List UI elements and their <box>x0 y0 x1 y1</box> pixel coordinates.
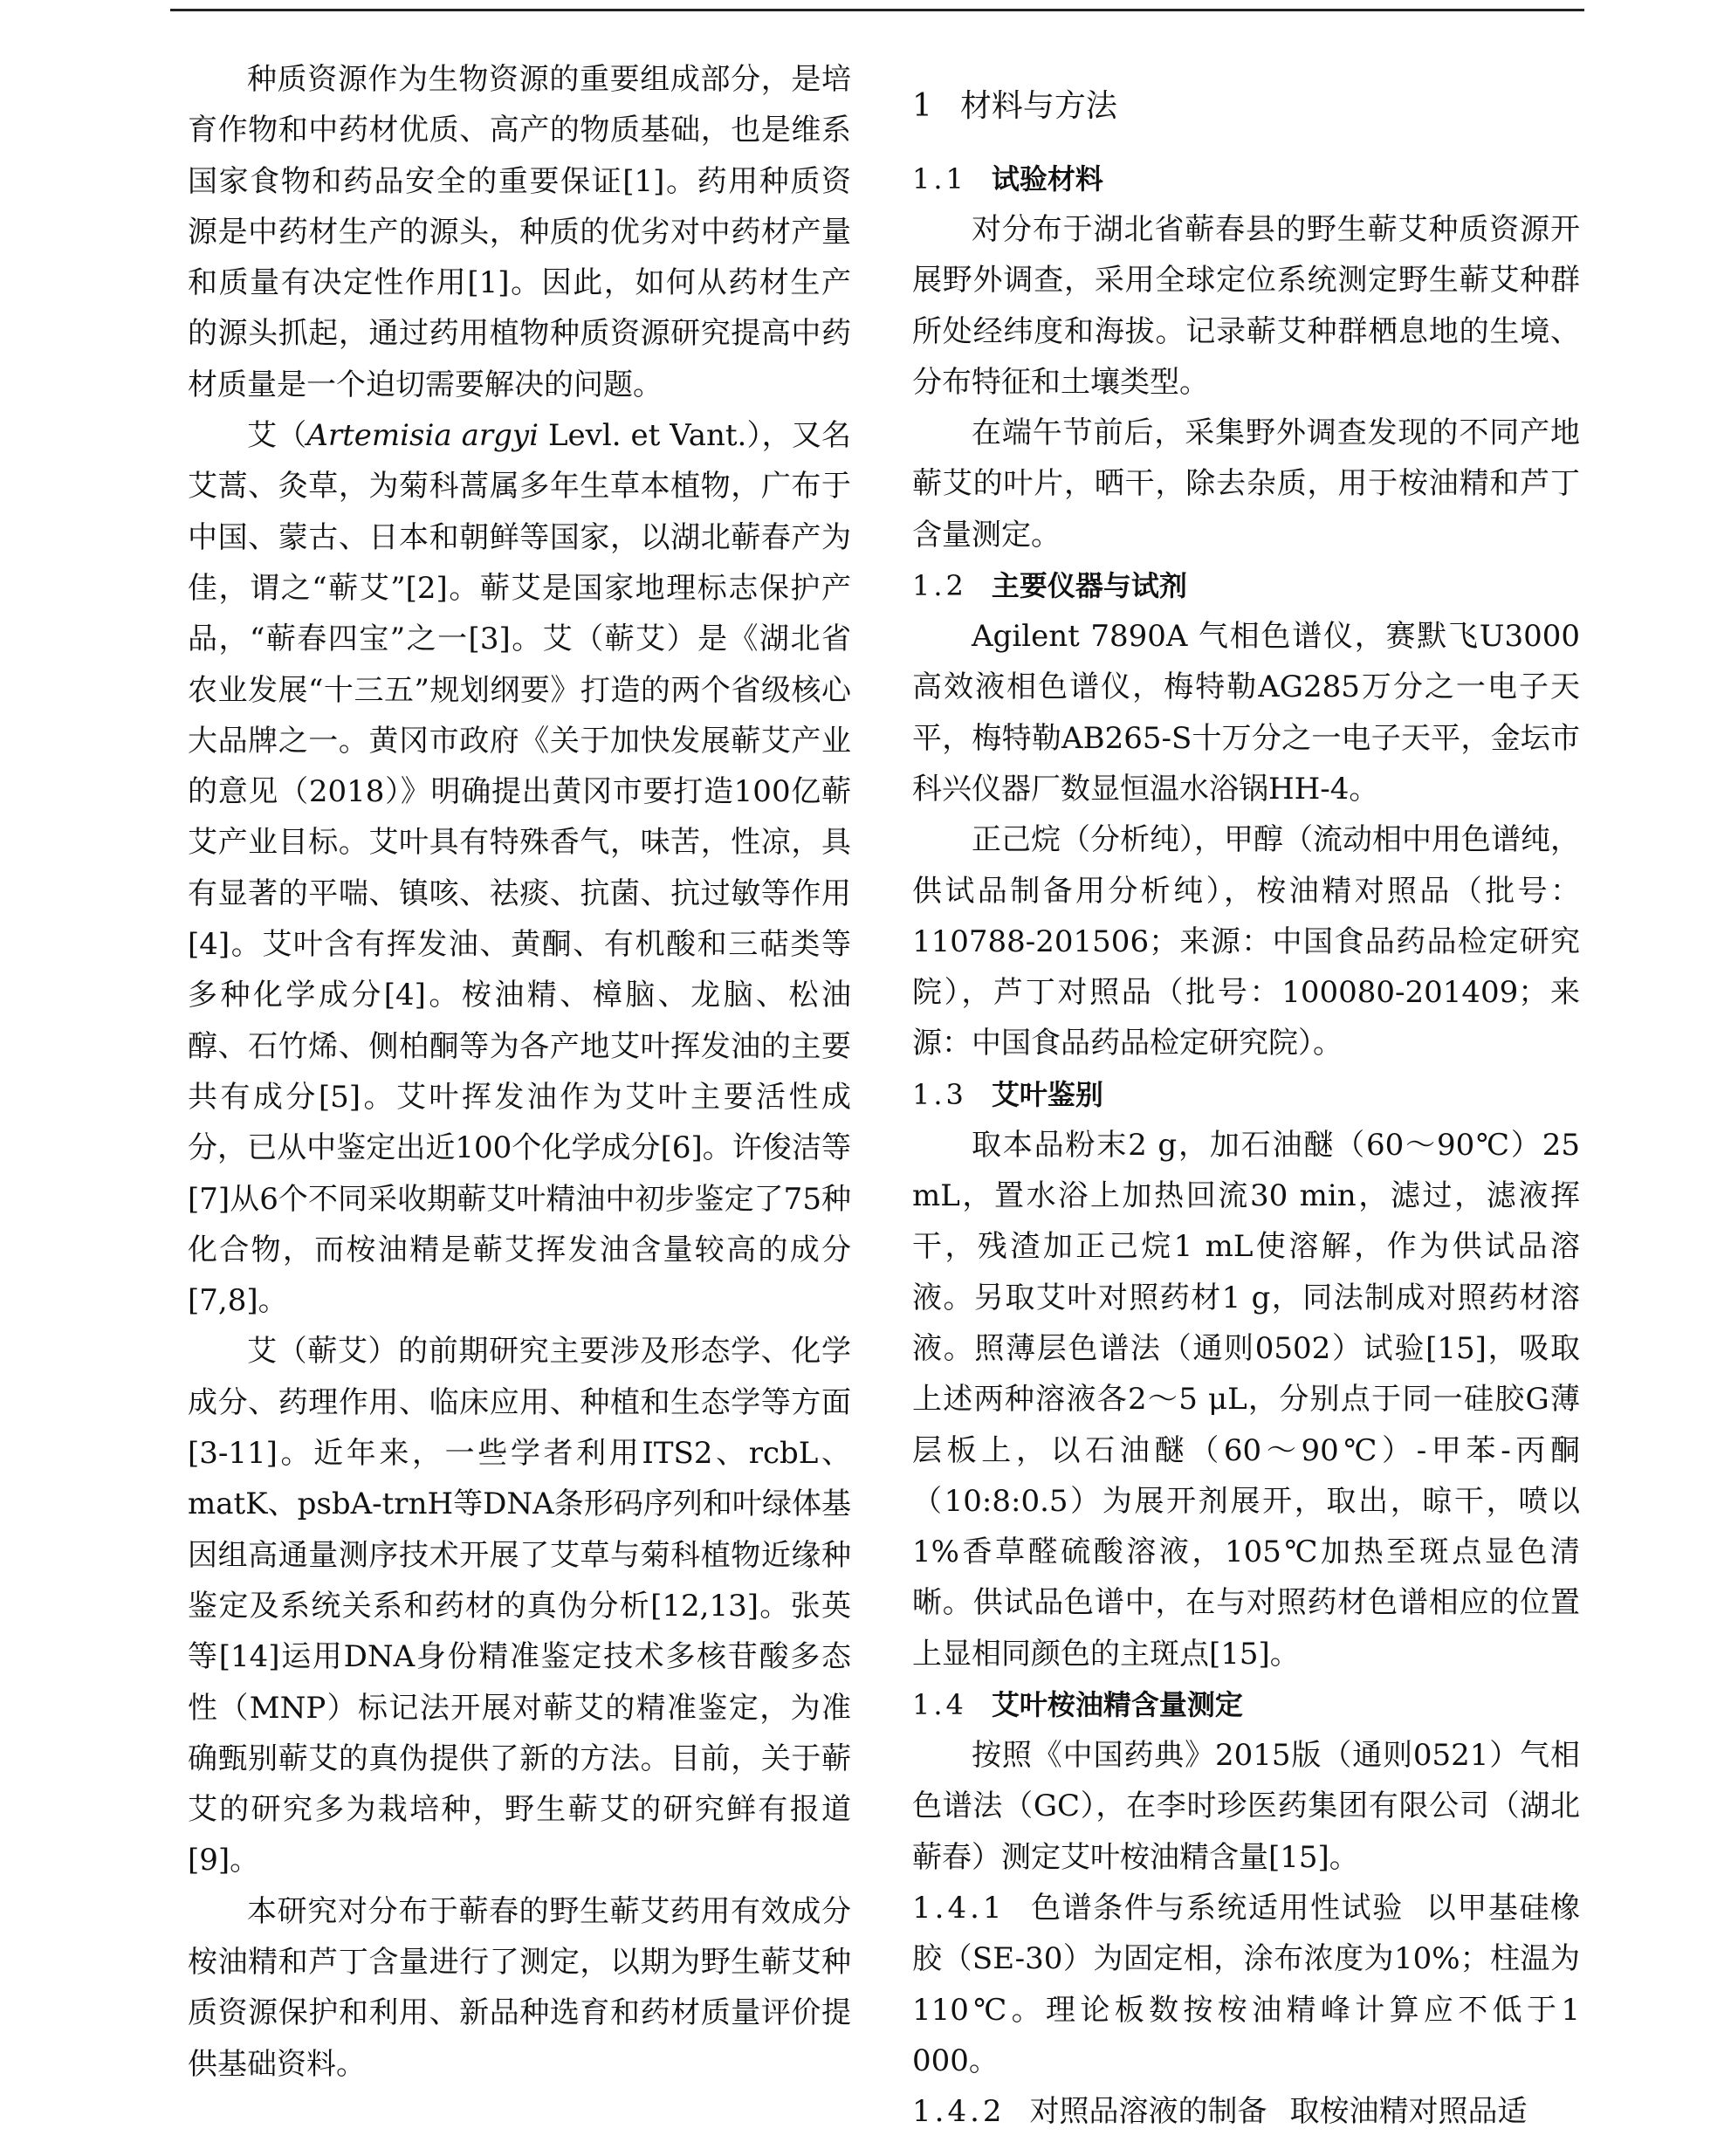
subsection-number: 1.2 <box>912 569 967 603</box>
paragraph-1-1-b: 在端午节前后，采集野外调查发现的不同产地蕲艾的叶片，晒干，除去杂质，用于桉油精和芦丁含量测定。 <box>912 415 1580 553</box>
intro-paragraph-1: 种质资源作为生物资源的重要组成部分，是培育作物和中药材优质、高产的物质基础，也是维系国家食物和药品安全的重要保证[1]。药用种质资源是中药材生产的源头，种质的优劣对中药材产量和质量有决定性作用[1]。因此，如何从药材生产的源头抓起，通过药用植物种质资源研究提高中药材质量是一个迫切需要解决的问题。 <box>188 62 851 402</box>
paragraph-1-3: 取本品粉末2 g，加石油醚（60～90℃）25 mL，置水浴上加热回流30 min，滤过，滤液挥干，残渣加正己烷1 mL使溶解，作为供试品溶液。另取艾叶对照药材1 g，同法制成对照药材溶液。照薄层色谱法（通则0502）试验[15]，吸取上述两种溶液各2～5 μL，分别点于同一硅胶G薄层板上，以石油醚（60～90℃）-甲苯-丙酮（10:8:0.5）为展开剂展开，取出，晾干，喷以1%香草醛硫酸溶液，105℃加热至斑点显色清晰。供试品色谱中，在与对照药材色谱相应的位置上显相同颜色的主斑点[15]。 <box>912 1127 1580 1672</box>
paragraph-1-4-2 <box>912 2086 1580 2137</box>
subsection-heading-1-4 <box>912 1679 1580 1730</box>
section-heading-1 <box>912 80 1580 133</box>
paragraph-1-4-1 <box>912 1883 1580 2086</box>
section-title: 材料与方法 <box>959 88 1117 124</box>
latin-name: Artemisia argyi <box>306 418 539 454</box>
paragraph-1-2-b: 正己烷（分析纯），甲醇（流动相中用色谱纯，供试品制备用分析纯），桉油精对照品（批号：110788-201506；来源：中国食品药品检定研究院），芦丁对照品（批号：100080-201409；来源：中国食品药品检定研究院）。 <box>912 822 1580 1061</box>
subsection-heading-1-3 <box>912 1069 1580 1120</box>
subsection-title: 主要仪器与试剂 <box>991 569 1187 603</box>
section-number: 1 <box>912 88 936 124</box>
intro-paragraph-2 <box>188 410 851 1326</box>
subsection-heading-1-1 <box>912 154 1580 204</box>
subsubsection-title: 色谱条件与系统适用性试验 <box>1029 1890 1404 1926</box>
intro-paragraph-4: 本研究对分布于蕲春的野生蕲艾药用有效成分桉油精和芦丁含量进行了测定，以期为野生蕲艾种质资源保护和利用、新品种选育和药材质量评价提供基础资料。 <box>188 1893 851 2082</box>
subsubsection-number: 1.4.2 <box>912 2094 1006 2130</box>
subsection-title: 艾叶桉油精含量测定 <box>991 1688 1243 1722</box>
subsection-title: 艾叶鉴别 <box>991 1077 1103 1111</box>
subsection-number: 1.1 <box>912 162 967 196</box>
subsection-number: 1.3 <box>912 1077 967 1111</box>
paragraph-1-4: 按照《中国药典》2015版（通则0521）气相色谱法（GC），在李时珍医药集团有限公司（湖北蕲春）测定艾叶桉油精含量[15]。 <box>912 1738 1580 1875</box>
text-span: Levl. et Vant.），又名艾蒿、灸草，为菊科蒿属多年生草本植物，广布于中国、蒙古、日本和朝鲜等国家，以湖北蕲春产为佳，谓之“蕲艾”[2]。蕲艾是国家地理标志保护产品，“蕲春四宝”之一[3]。艾（蕲艾）是《湖北省农业发展“十三五”规划纲要》打造的两个省级核心大品牌之一。黄冈市政府《关于加快发展蕲艾产业的意见（2018）》明确提出黄冈市要打造100亿蕲艾产业目标。艾叶具有特殊香气，味苦，性凉，具有显著的平喘、镇咳、祛痰、抗菌、抗过敏等作用[4]。艾叶含有挥发油、黄酮、有机酸和三萜类等多种化学成分[4]。桉油精、樟脑、龙脑、松油醇、石竹烯、侧柏酮等为各产地艾叶挥发油的主要共有成分[5]。艾叶挥发油作为艾叶主要活性成分，已从中鉴定出近100个化学成分[6]。许俊洁等[7]从6个不同采收期蕲艾叶精油中初步鉴定了75种化合物，而桉油精是蕲艾挥发油含量较高的成分[7,8]。 <box>188 418 851 1319</box>
paragraph-1-1-a: 对分布于湖北省蕲春县的野生蕲艾种质资源开展野外调查，采用全球定位系统测定野生蕲艾种群所处经纬度和海拔。记录蕲艾种群栖息地的生境、分布特征和土壤类型。 <box>912 212 1580 400</box>
subsubsection-text: 取桉油精对照品适 <box>1289 2094 1528 2130</box>
subsubsection-title: 对照品溶液的制备 <box>1029 2094 1267 2130</box>
subsection-number: 1.4 <box>912 1688 967 1722</box>
subsubsection-text: 以甲基硅橡胶（SE-30）为固定相，涂布浓度为10%；柱温为110℃。理论板数按桉油精峰计算应不低于1 000。 <box>912 1890 1581 2078</box>
intro-paragraph-3: 艾（蕲艾）的前期研究主要涉及形态学、化学成分、药理作用、临床应用、种植和生态学等方面[3-11]。近年来，一些学者利用ITS2、rcbL、matK、psbA-trnH等DNA条形码序列和叶绿体基因组高通量测序技术开展了艾草与菊科植物近缘种鉴定及系统关系和药材的真伪分析[12,13]。张英等[14]运用DNA身份精准鉴定技术多核苷酸多态性（MNP）标记法开展对蕲艾的精准鉴定，为准确甄别蕲艾的真伪提供了新的方法。目前，关于蕲艾的研究多为栽培种，野生蕲艾的研究鲜有报道[9]。 <box>188 1334 851 1878</box>
text-span: 艾（ <box>247 418 307 454</box>
right-column <box>912 54 1580 2137</box>
subsection-title: 试验材料 <box>991 162 1103 196</box>
header-rule <box>170 9 1584 11</box>
subsubsection-number: 1.4.1 <box>912 1890 1006 1926</box>
subsection-heading-1-2 <box>912 560 1580 611</box>
left-column <box>188 54 851 2090</box>
paragraph-1-2-a: Agilent 7890A 气相色谱仪，赛默飞U3000高效液相色谱仪，梅特勒AG285万分之一电子天平，梅特勒AB265-S十万分之一电子天平，金坛市科兴仪器厂数显恒温水浴锅HH-4。 <box>912 619 1580 807</box>
